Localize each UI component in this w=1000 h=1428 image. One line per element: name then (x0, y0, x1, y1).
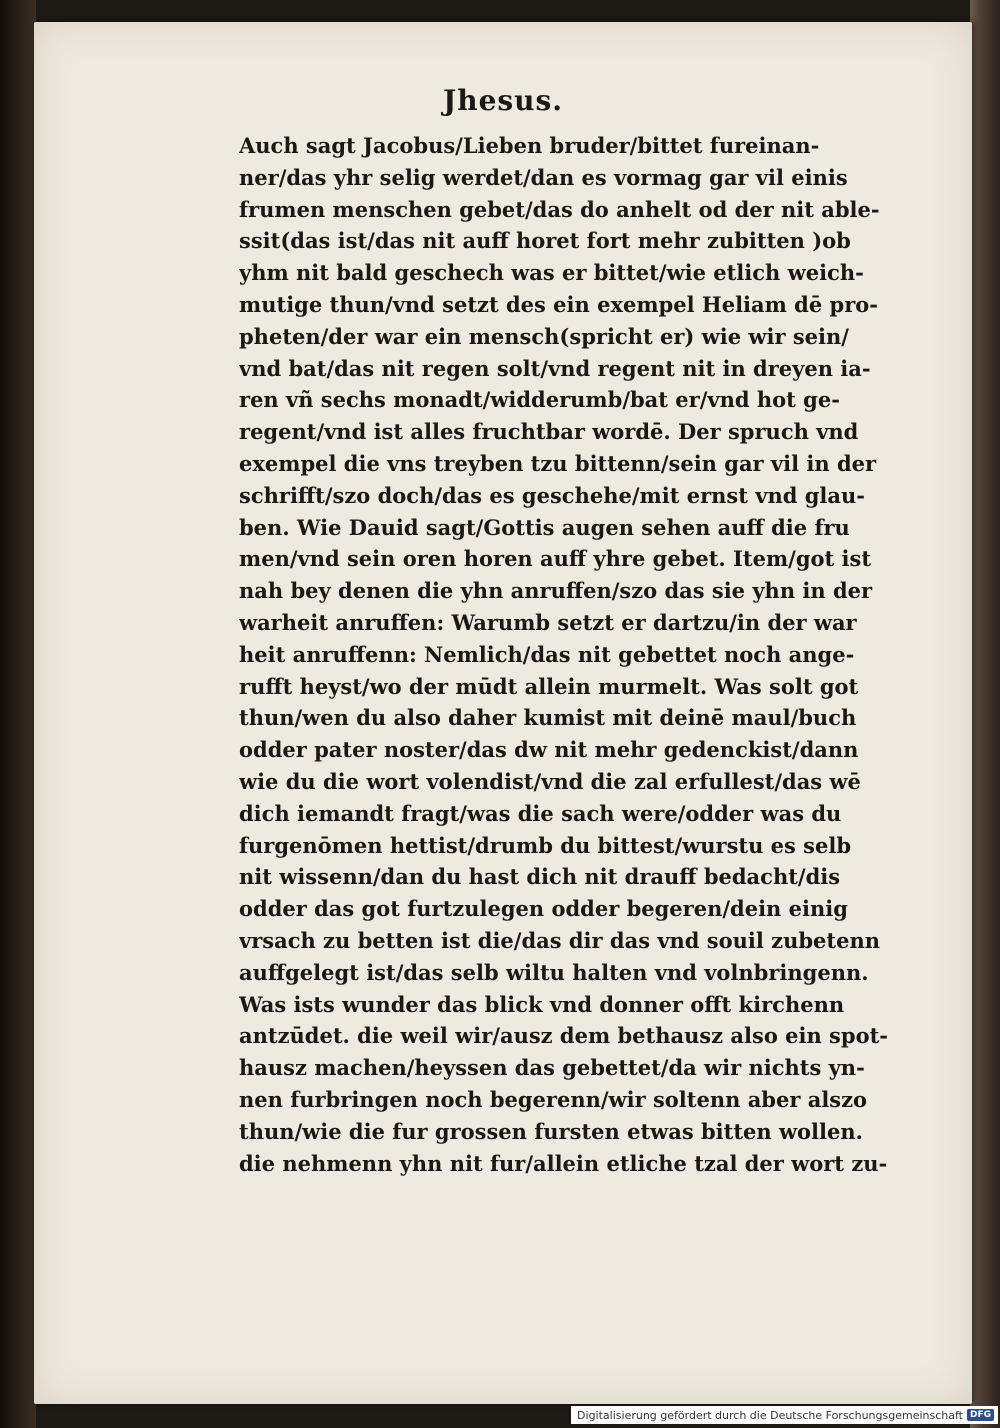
text-line: warheit anruffen: Warumb setzt er dartzu/in der war (239, 609, 857, 635)
text-line: die nehmenn yhn nit fur/allein etliche tzal der wort zu- (239, 1150, 888, 1176)
text-line: nen furbringen noch begerenn/wir soltenn aber alszo (239, 1086, 868, 1112)
text-line: thun/wie die fur grossen fursten etwas bitten wollen. (239, 1118, 863, 1144)
text-line: odder pater noster/das dw nit mehr gedenckist/dann (239, 737, 859, 763)
text-line: schrifft/szo doch/das es geschehe/mit ernst vnd glau- (239, 482, 865, 508)
page-heading: Jhesus. (442, 84, 564, 117)
dfg-logo-icon: DFG (967, 1409, 994, 1421)
text-line: Was ists wunder das blick vnd donner offt kirchenn (239, 991, 845, 1017)
text-line: dich iemandt fragt/was die sach were/odder was du (239, 800, 842, 826)
text-line: ner/das yhr selig werdet/dan es vormag gar vil einis (239, 164, 848, 190)
text-line: mutige thun/vnd setzt des ein exempel Heliam dē pro- (239, 291, 878, 317)
digitization-credit-text: Digitalisierung gefördert durch die Deutsche Forschungsgemeinschaft (577, 1408, 963, 1422)
text-line: ssit(das ist/das nit auff horet fort mehr zubitten )ob (239, 228, 851, 254)
text-line: men/vnd sein oren horen auff yhre gebet. Item/got ist (239, 546, 872, 572)
text-line: furgenōmen hettist/drumb du bittest/wurstu es selb (239, 832, 852, 858)
text-line: Auch sagt Jacobus/Lieben bruder/bittet fureinan- (239, 133, 820, 158)
text-line: antzūdet. die weil wir/ausz dem bethausz also ein spot- (239, 1023, 888, 1049)
text-line: thun/wen du also daher kumist mit deinē maul/buch (239, 705, 857, 731)
text-line: pheten/der war ein mensch(spricht er) wie wir sein/ (239, 323, 849, 349)
text-line: vnd bat/das nit regen solt/vnd regent nit in dreyen ia- (239, 355, 871, 381)
text-line: ben. Wie Dauid sagt/Gottis augen sehen auff die fru (239, 514, 850, 540)
text-line: frumen menschen gebet/das do anhelt od der nit able- (239, 196, 880, 222)
text-line: ren vñ sechs monadt/widderumb/bat er/vnd hot ge- (239, 387, 840, 413)
text-line: wie du die wort volendist/vnd die zal erfullest/das wē (239, 768, 861, 794)
text-line: hausz machen/heyssen das gebettet/da wir nichts yn- (239, 1055, 865, 1081)
book-fore-edge (970, 0, 1000, 1428)
blackletter-text-block (239, 130, 959, 1179)
text-line: rufft heyst/wo der mūdt allein murmelt. Was solt got (239, 673, 859, 699)
text-line: odder das got furtzulegen odder begeren/dein einig (239, 896, 848, 922)
book-page (34, 22, 972, 1404)
text-line: regent/vnd ist alles fruchtbar wordē. Der spruch vnd (239, 419, 859, 445)
text-line: exempel die vns treyben tzu bittenn/sein gar vil in der (239, 450, 877, 476)
digitization-credit-bar (571, 1406, 998, 1424)
book-spine-edge (0, 0, 36, 1428)
text-line: heit anruffenn: Nemlich/das nit gebettet noch ange- (239, 641, 855, 667)
text-line: yhm nit bald geschech was er bittet/wie etlich weich- (239, 260, 864, 286)
text-line: nah bey denen die yhn anruffen/szo das sie yhn in der (239, 578, 873, 604)
text-line: nit wissenn/dan du hast dich nit drauff bedacht/dis (239, 864, 841, 890)
text-line: auffgelegt ist/das selb wiltu halten vnd volnbringenn. (239, 959, 869, 985)
text-line: vrsach zu betten ist die/das dir das vnd souil zubetenn (239, 927, 881, 953)
